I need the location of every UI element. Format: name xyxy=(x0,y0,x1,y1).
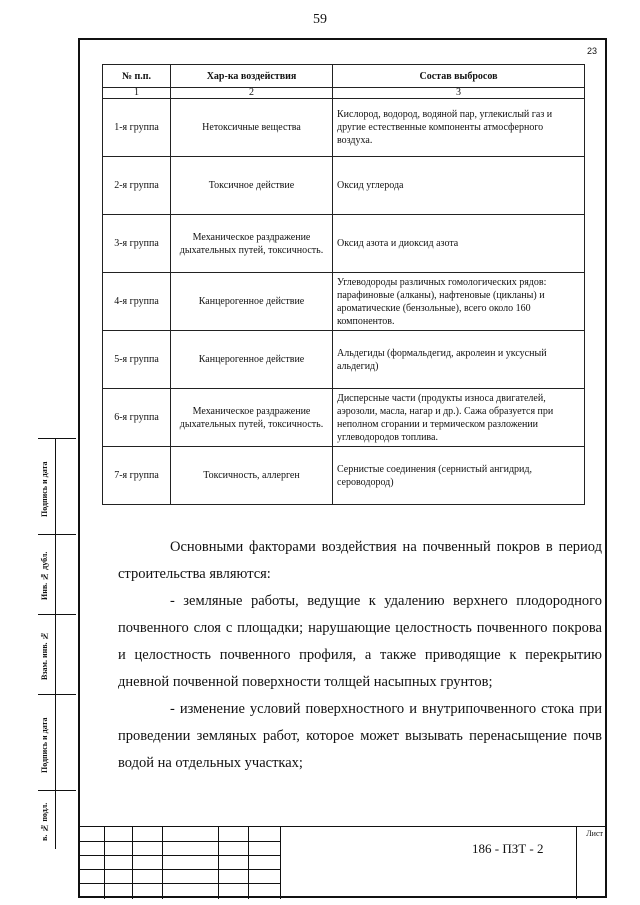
document-frame xyxy=(78,38,607,898)
group-cell: 7-я группа xyxy=(103,447,171,505)
group-cell: 5-я группа xyxy=(103,331,171,389)
document-code: 186 - ПЗТ - 2 xyxy=(472,841,544,856)
effect-cell: Канцерогенное действие xyxy=(171,331,333,389)
side-label: Подпись и дата xyxy=(40,717,49,773)
table-row xyxy=(103,215,585,273)
effect-cell: Токсичное действие xyxy=(171,157,333,215)
group-cell: 3-я группа xyxy=(103,215,171,273)
side-approval-block xyxy=(38,438,76,848)
effect-cell: Канцерогенное действие xyxy=(171,273,333,331)
column-number: 3 xyxy=(333,88,585,99)
header-composition: Состав выбросов xyxy=(333,65,585,88)
page-number: 59 xyxy=(313,12,327,27)
group-cell: 6-я группа xyxy=(103,389,171,447)
table-header-row xyxy=(103,65,585,88)
group-cell: 2-я группа xyxy=(103,157,171,215)
side-label: в. № подл. xyxy=(40,802,49,842)
effect-cell: Механическое раздражение дыхательных путей, токсичность. xyxy=(171,389,333,447)
paragraph: Основными факторами воздействия на почвенный покров в период строительства являются: xyxy=(118,539,602,582)
group-cell: 1-я группа xyxy=(103,99,171,157)
table-row xyxy=(103,331,585,389)
body-text xyxy=(118,534,602,777)
paragraph: - изменение условий поверхностного и внутрипочвенного стока при проведении земляных работ, которое может вызывать перенасыщение почв водой на отдельных участках; xyxy=(118,701,602,771)
effect-cell: Нетоксичные вещества xyxy=(171,99,333,157)
column-numbers-row xyxy=(103,88,585,99)
sheet-label: Лист xyxy=(586,829,603,838)
side-label: Подпись и дата xyxy=(40,461,49,517)
composition-cell: Оксид азота и диоксид азота xyxy=(333,215,585,273)
table-row xyxy=(103,99,585,157)
composition-cell: Оксид углерода xyxy=(333,157,585,215)
sheet-number: 23 xyxy=(586,46,597,56)
title-block xyxy=(80,826,605,899)
composition-cell: Дисперсные части (продукты износа двигателей, аэрозоли, масла, нагар и др.). Сажа образуется при неполном сгорании и термическом разложении углеводородов топлива. xyxy=(333,389,585,447)
composition-cell: Альдегиды (формальдегид, акролеин и уксусный альдегид) xyxy=(333,331,585,389)
table-row xyxy=(103,389,585,447)
composition-cell: Углеводороды различных гомологических рядов: парафиновые (алканы), нафтеновые (цикланы) и ароматические (бензольные), всего около 160 компонентов. xyxy=(333,273,585,331)
header-effect: Хар-ка воздействия xyxy=(171,65,333,88)
effect-cell: Токсичность, аллерген xyxy=(171,447,333,505)
composition-cell: Кислород, водород, водяной пар, углекислый газ и другие естественные компоненты атмосферного воздуха. xyxy=(333,99,585,157)
table-row xyxy=(103,273,585,331)
column-number: 2 xyxy=(171,88,333,99)
paragraph: - земляные работы, ведущие к удалению верхнего плодородного почвенного слоя с площадки; нарушающие целостность почвенного покрова и целостность почвенного профиля, а также приводящие к перекрытию дневной почвенной поверхности толщей насыпных грунтов; xyxy=(118,593,602,690)
side-label: Инв. № дубл. xyxy=(40,551,49,601)
sheet-box xyxy=(576,827,605,899)
column-number: 1 xyxy=(103,88,171,99)
effect-cell: Механическое раздражение дыхательных путей, токсичность. xyxy=(171,215,333,273)
emissions-table xyxy=(102,64,585,505)
composition-cell: Сернистые соединения (сернистый ангидрид, сероводород) xyxy=(333,447,585,505)
table-row xyxy=(103,157,585,215)
side-label: Взам. инв. № xyxy=(40,631,49,681)
header-number: № п.п. xyxy=(103,65,171,88)
table-row xyxy=(103,447,585,505)
group-cell: 4-я группа xyxy=(103,273,171,331)
